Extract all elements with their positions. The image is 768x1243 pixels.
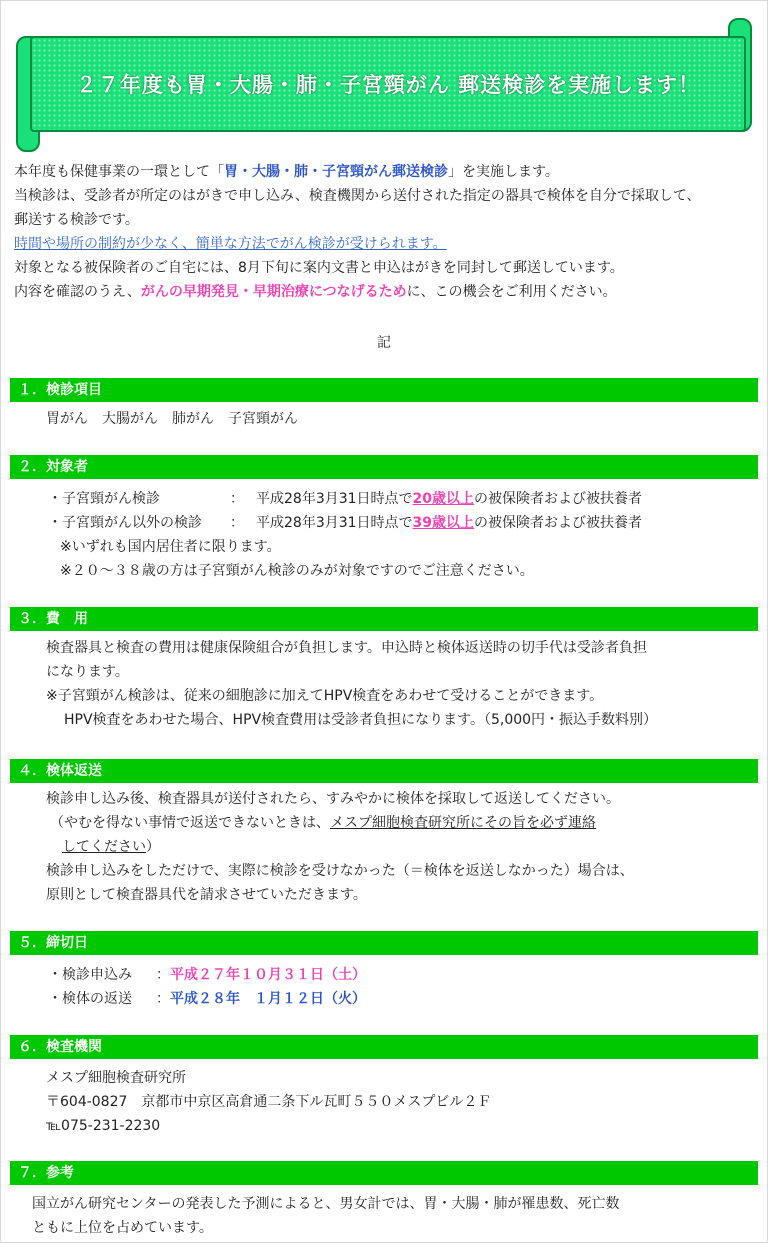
lab-address: 〒604-0827 京都市中京区高倉通二条下ル瓦町５５０メスプビル２Ｆ — [46, 1094, 492, 1110]
section-5-header: ５．締切日 — [10, 931, 758, 955]
target-row-cervical-colon: ： — [230, 491, 244, 507]
return-line-1: 検診申し込み後、検査器具が送付されたら、すみやかに検体を採取して返送してください。 — [46, 791, 620, 807]
deadline-return-label: ・検体の返送 — [48, 991, 132, 1007]
section-4-body — [0, 787, 768, 907]
title-banner — [14, 18, 754, 148]
return-line-3-paren: ） — [146, 839, 160, 855]
intro-line-6 — [14, 280, 754, 304]
page-title: ２７年度も胃・大腸・肺・子宮頸がん 郵送検診を実施します！ — [75, 73, 701, 97]
intro-line-6-a: 内容を確認のうえ、 — [14, 284, 141, 300]
target-note-2: ※２０～３８歳の方は子宮頸がん検診のみが対象ですのでご注意ください。 — [60, 563, 534, 579]
target-row-cervical-date: 平成28年3月31日時点で — [256, 491, 413, 507]
section-4-header: ４．検体返送 — [10, 759, 758, 783]
target-row-cervical-label: ・子宮頸がん検診 — [48, 491, 160, 507]
deadline-apply-label: ・検診申込み — [48, 967, 132, 983]
return-line-2 — [0, 811, 768, 835]
target-row-cervical-scope: の被保険者および被扶養者 — [474, 491, 643, 507]
target-row-other-label: ・子宮頸がん以外の検診 — [48, 515, 202, 531]
return-line-2-a: （やむを得ない事情で返送できないときは、 — [50, 815, 330, 831]
section-7-header: ７．参考 — [10, 1161, 758, 1185]
cost-line-3: ※子宮頸がん検診は、従来の細胞診に加えてHPV検査をあわせて受けることができます。 — [46, 688, 604, 704]
age-39-badge: 39歳以上 — [412, 515, 475, 531]
intro-link[interactable]: 時間や場所の制約が少なく、簡単な方法でがん検診が受けられます。 — [14, 236, 447, 252]
return-line-5: 原則として検査器具代を請求させていただきます。 — [46, 887, 367, 903]
intro-line-6-c: に、この機会をご利用ください。 — [406, 284, 617, 300]
deadline-return-date: 平成２８年 １月１２日（火） — [170, 991, 366, 1007]
contact-lab-note-end: してください — [62, 839, 146, 855]
target-row-other-colon: ： — [230, 515, 244, 531]
section-5-body — [0, 963, 768, 1011]
section-6-header: ６．検査機関 — [10, 1035, 758, 1059]
ki-marker: 記 — [377, 335, 391, 351]
target-note-1: ※いずれも国内居住者に限ります。 — [60, 539, 281, 555]
intro-line-1-c: 」を実施します。 — [448, 164, 559, 180]
section-1-body — [0, 407, 768, 431]
deadline-apply — [0, 963, 768, 987]
lab-name: メスプ細胞検査研究所 — [46, 1070, 186, 1086]
section-6-body — [0, 1066, 768, 1138]
deadline-return-colon: ： — [156, 991, 170, 1007]
intro-line-1-a: 本年度も保健事業の一環として「 — [14, 164, 224, 180]
age-20-badge: 20歳以上 — [412, 491, 475, 507]
cost-line-2: になります。 — [46, 664, 129, 680]
return-line-3 — [0, 835, 768, 859]
section-3-body — [0, 636, 768, 732]
cost-line-1: 検査器具と検査の費用は健康保険組合が負担します。申込時と検体返送時の切手代は受診者負担 — [46, 640, 647, 656]
target-row-other-date: 平成28年3月31日時点で — [256, 515, 413, 531]
section-3-header: ３．費 用 — [10, 607, 758, 631]
return-line-4: 検診申し込みをしただけで、実際に検診を受けなかった（＝検体を返送しなかった）場合は、 — [46, 863, 634, 879]
section-7-body — [0, 1192, 768, 1240]
deadline-return — [0, 987, 768, 1011]
target-row-other-scope: の被保険者および被扶養者 — [474, 515, 643, 531]
intro-highlight-early: がんの早期発見・早期治療につなげるため — [140, 284, 407, 300]
intro-line-2: 当検診は、受診者が所定のはがきで申し込み、検査機関から送付された指定の器具で検体を自分で採取して、 — [14, 188, 701, 204]
intro-text — [14, 160, 754, 304]
deadline-apply-date: 平成２７年１０月３１日（土） — [170, 967, 366, 983]
intro-line-3: 郵送する検診です。 — [14, 212, 139, 228]
deadline-apply-colon: ： — [156, 967, 170, 983]
contact-lab-note: メスプ細胞検査研究所にその旨を必ず連絡 — [330, 815, 596, 831]
intro-highlight-program: 胃・大腸・肺・子宮頸がん郵送検診 — [224, 164, 448, 180]
intro-line-1 — [14, 160, 754, 184]
target-row-other — [0, 511, 768, 535]
reference-line-1: 国立がん研究センターの発表した予測によると、男女計では、胃・大腸・肺が罹患数、死亡数 — [32, 1196, 620, 1212]
cost-line-4: HPV検査をあわせた場合、HPV検査費用は受診者負担になります。（5,000円・振込手数料別） — [64, 712, 658, 728]
exam-items: 胃がん 大腸がん 肺がん 子宮頸がん — [46, 411, 298, 427]
section-1-header: １．検診項目 — [10, 378, 758, 402]
intro-line-5: 対象となる被保険者のご自宅には、8月下旬に案内文書と申込はがきを同封して郵送しています。 — [14, 260, 624, 276]
lab-phone: ℡075-231-2230 — [46, 1118, 161, 1134]
target-row-cervical — [0, 487, 768, 511]
reference-line-2: ともに上位を占めています。 — [32, 1220, 213, 1236]
section-2-body — [0, 487, 768, 583]
section-2-header: ２．対象者 — [10, 455, 758, 479]
